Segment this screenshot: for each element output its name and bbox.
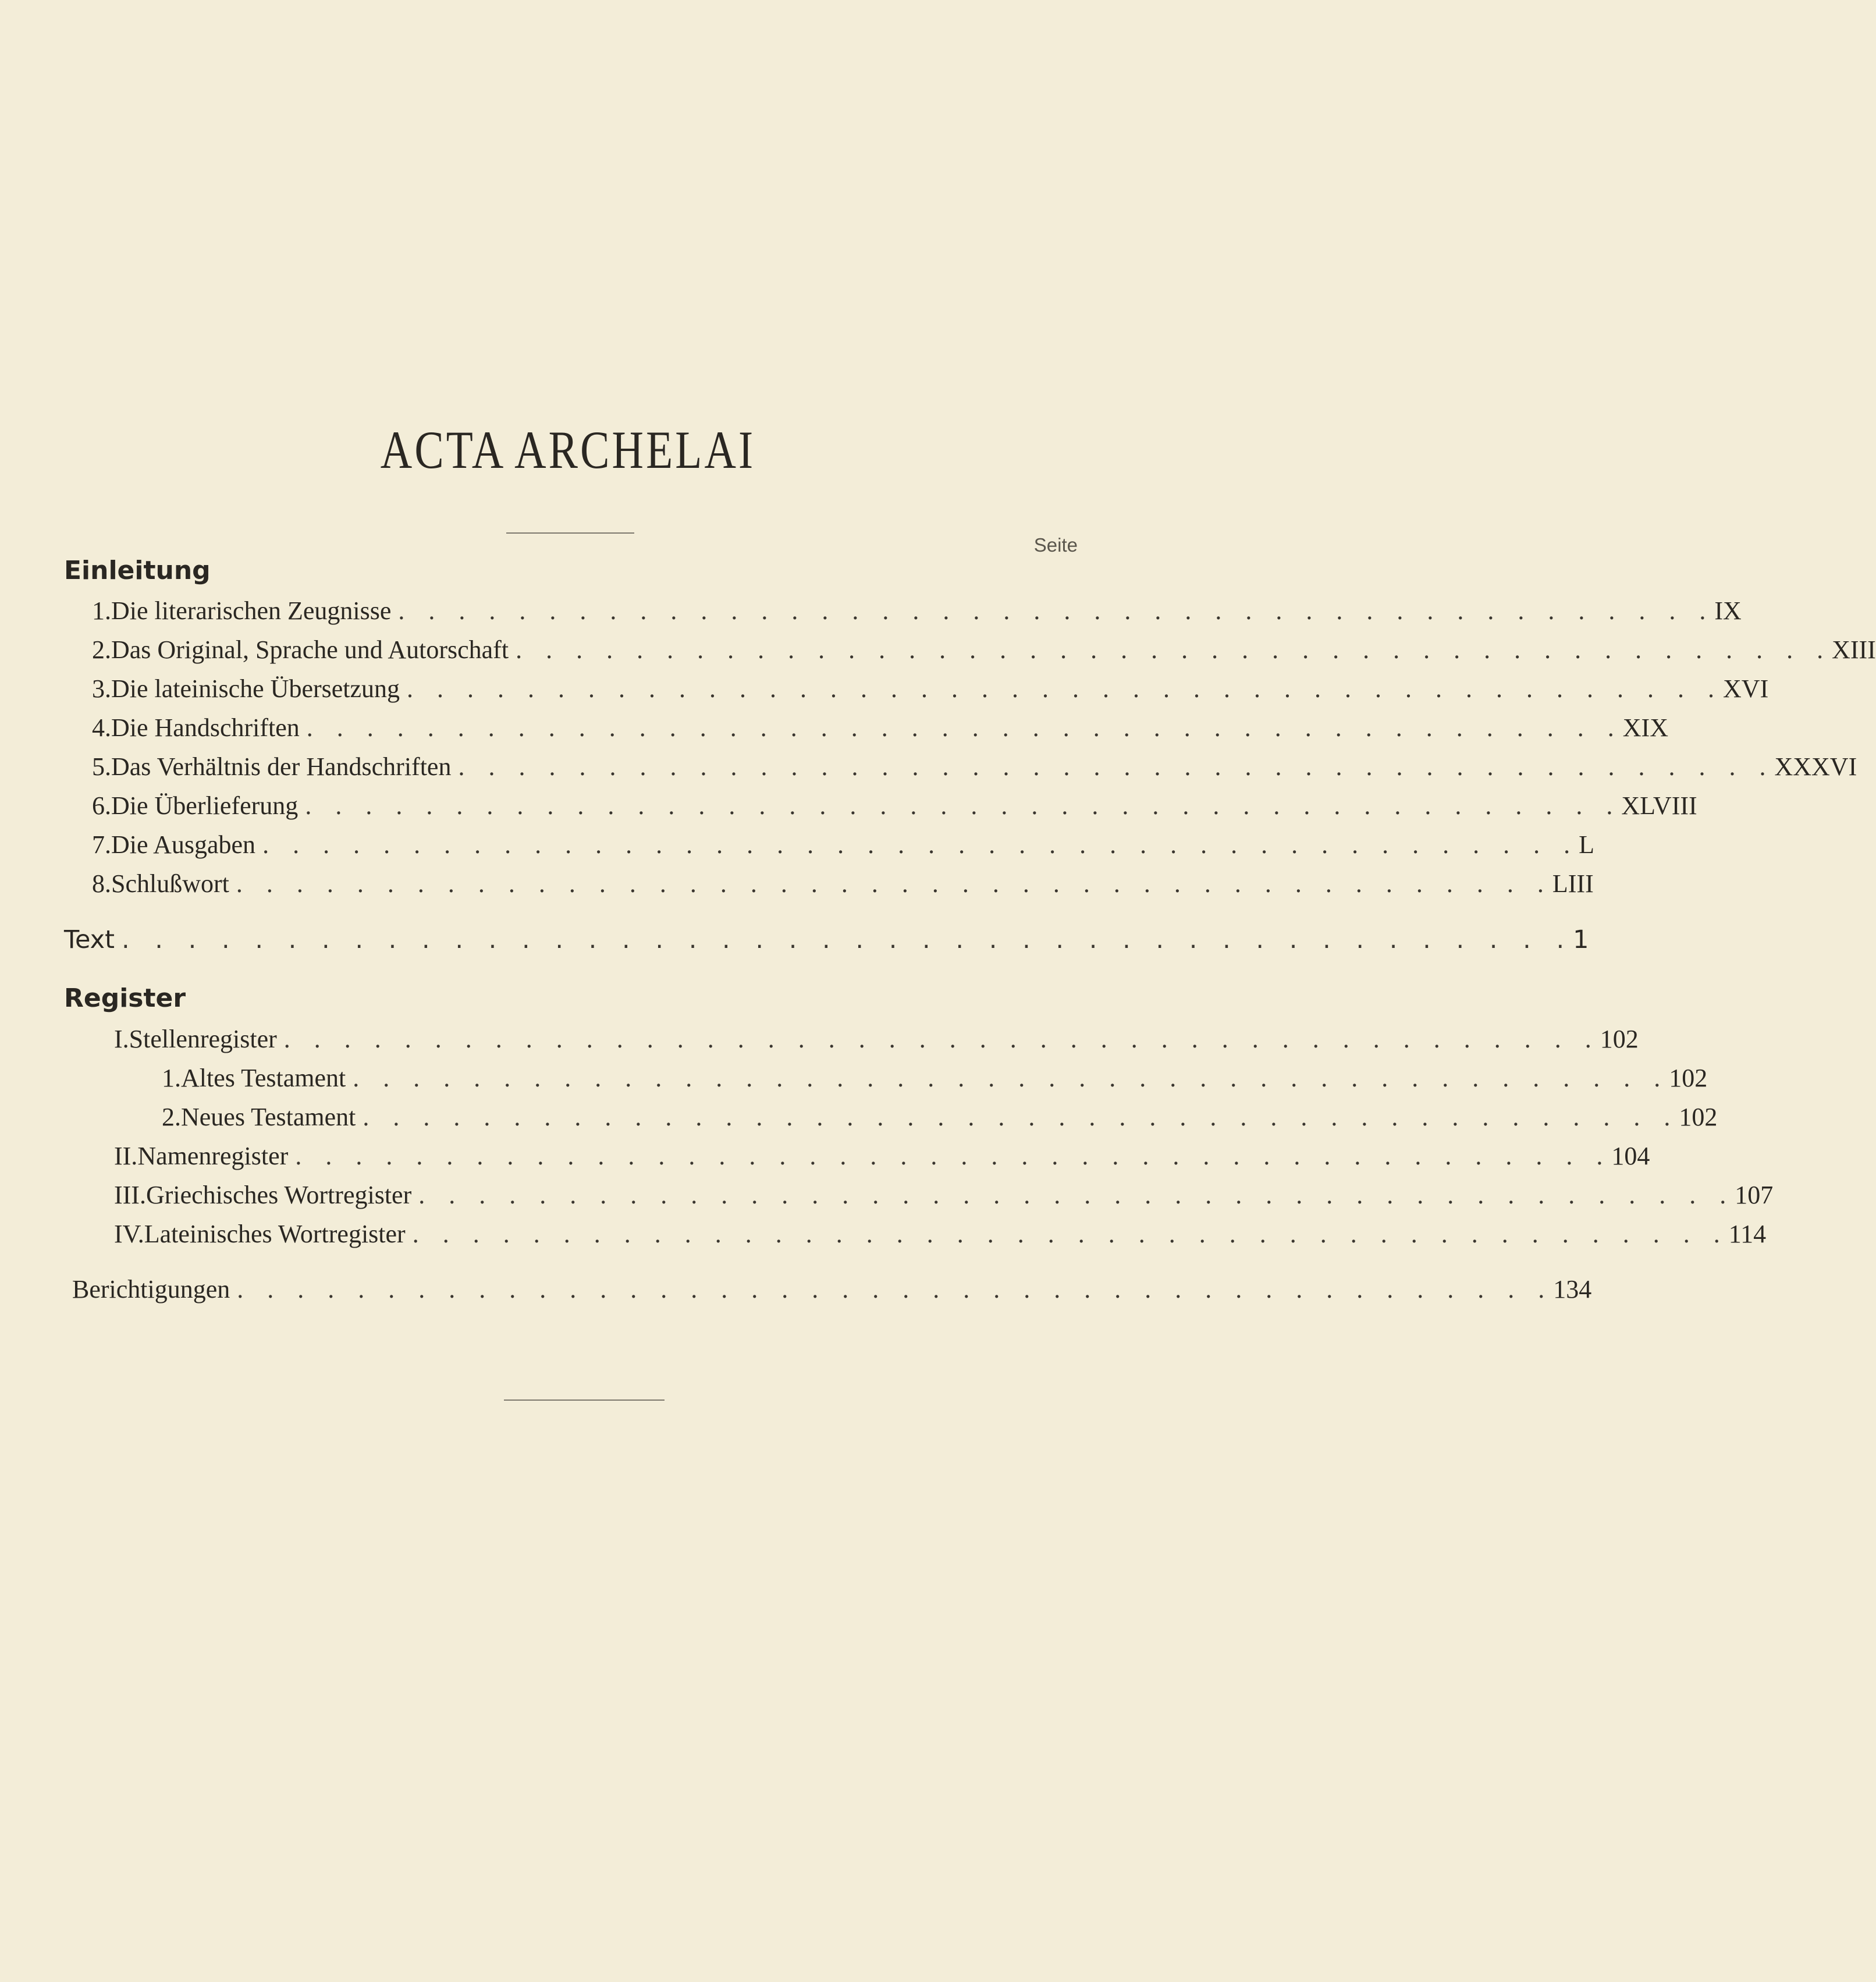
toc-entry xyxy=(92,869,1594,907)
entry-number: II. xyxy=(114,1142,138,1170)
entry-number: 8. xyxy=(92,869,111,898)
entry-page: XIII xyxy=(1832,635,1876,664)
leader-dots: . . . . . . . . . . . . . . . . . . . . . . . . . . . . . . . . . . . . . . . . . . . . xyxy=(516,635,1832,664)
entry-label: Die Ausgaben xyxy=(111,830,256,859)
leader-dots: . . . . . . . . . . . . . . . . . . . . . . . . . . . . . . . . . . . . . . . . . . . . xyxy=(283,1025,1600,1053)
entry-label: Die Handschriften xyxy=(111,713,300,742)
leader-dots: . . . . . . . . . . . . . . . . . . . . . . . . . . . . . . . . . . . . . . . . . . . . xyxy=(237,1275,1554,1303)
toc-entry-text xyxy=(64,925,1589,964)
leader-dots: . . . . . . . . . . . . . . . . . . . . . . . . . . . . . . . . . . . . . . . . . . . . xyxy=(363,1103,1679,1131)
entry-label: Griechisches Wortregister xyxy=(145,1181,412,1209)
entry-label: Stellenregister xyxy=(129,1025,277,1053)
entry-page: 102 xyxy=(1669,1064,1708,1092)
toc-entry xyxy=(114,1024,1639,1063)
entry-page: 102 xyxy=(1679,1103,1718,1131)
entry-page: 134 xyxy=(1553,1275,1592,1303)
entry-page: 102 xyxy=(1600,1025,1639,1053)
toc-entry xyxy=(92,752,1857,790)
entry-label: Neues Testament xyxy=(181,1103,356,1131)
leader-dots: . . . . . . . . . . . . . . . . . . . . . . . . . . . . . . . . . . . . . . . . . . . . xyxy=(353,1064,1669,1092)
toc-entry xyxy=(114,1180,1774,1219)
leader-dots: . . . . . . . . . . . . . . . . . . . . . . . . . . . . . . . . . . . . . . . . . . . . xyxy=(398,596,1715,625)
entry-number: 6. xyxy=(92,791,111,820)
toc-entry xyxy=(92,635,1876,673)
entry-label: Namenregister xyxy=(137,1142,289,1170)
leader-dots: . . . . . . . . . . . . . . . . . . . . . . . . . . . . . . . . . . . . . . . . . . . . xyxy=(418,1181,1735,1209)
entry-page: 1 xyxy=(1573,925,1589,954)
entry-number: IV. xyxy=(114,1220,144,1248)
entry-number: 3. xyxy=(92,674,111,703)
leader-dots: . . . . . . . . . . . . . . . . . . . . . . . . . . . . . . . . . . . . . . . . . . . . xyxy=(306,713,1623,742)
entry-number: 1. xyxy=(92,596,111,625)
toc-entry xyxy=(92,674,1769,712)
leader-dots: . . . . . . . . . . . . . . . . . . . . . . . . . . . . . . . . . . . . . . . . . . . . xyxy=(412,1220,1729,1248)
toc-entry-berichtigungen xyxy=(72,1274,1592,1313)
leader-dots: . . . . . . . . . . . . . . . . . . . . . . . . . . . . . . . . . . . . . . . . . . . . xyxy=(458,752,1775,781)
toc-entry xyxy=(92,713,1668,751)
entry-number: I. xyxy=(114,1025,129,1053)
toc-entry xyxy=(92,830,1594,868)
page-title: ACTA ARCHELAI xyxy=(380,420,756,479)
leader-dots: . . . . . . . . . . . . . . . . . . . . . . . . . . . . . . . . . . . . . . . . . . . . xyxy=(121,925,1573,954)
entry-label: Schlußwort xyxy=(111,869,229,898)
toc-entry xyxy=(162,1102,1718,1141)
entry-label: Die Überlieferung xyxy=(111,791,299,820)
entry-page: L xyxy=(1579,830,1594,859)
einleitung-heading: Einleitung xyxy=(64,556,211,585)
top-divider xyxy=(506,532,634,534)
entry-page: 107 xyxy=(1735,1181,1774,1209)
entry-number: 5. xyxy=(92,752,111,781)
entry-number: III. xyxy=(114,1181,146,1209)
entry-number: 2. xyxy=(162,1103,181,1131)
entry-page: XIX xyxy=(1622,713,1668,742)
toc-entry xyxy=(92,791,1697,829)
entry-label: Berichtigungen xyxy=(72,1275,230,1303)
entry-number: 2. xyxy=(92,635,111,664)
entry-page: XVI xyxy=(1723,674,1769,703)
entry-page: 114 xyxy=(1728,1220,1767,1248)
entry-page: XXXVI xyxy=(1774,752,1857,781)
entry-label: Das Verhältnis der Handschriften xyxy=(111,752,452,781)
entry-page: XLVIII xyxy=(1621,791,1697,820)
entry-label: Lateinisches Wortregister xyxy=(144,1220,406,1248)
entry-label: Das Original, Sprache und Autorschaft xyxy=(111,635,509,664)
entry-number: 7. xyxy=(92,830,111,859)
seite-label: Seite xyxy=(1033,534,1078,556)
leader-dots: . . . . . . . . . . . . . . . . . . . . . . . . . . . . . . . . . . . . . . . . . . . . xyxy=(407,674,1724,703)
leader-dots: . . . . . . . . . . . . . . . . . . . . . . . . . . . . . . . . . . . . . . . . . . . . xyxy=(305,791,1622,820)
entry-number: 1. xyxy=(162,1064,181,1092)
leader-dots: . . . . . . . . . . . . . . . . . . . . . . . . . . . . . . . . . . . . . . . . . . . . xyxy=(262,830,1579,859)
entry-label: Die literarischen Zeugnisse xyxy=(111,596,392,625)
toc-entry xyxy=(114,1141,1650,1180)
toc-entry xyxy=(162,1063,1708,1102)
entry-page: 104 xyxy=(1611,1142,1650,1170)
entry-label: Text xyxy=(64,925,115,954)
entry-label: Altes Testament xyxy=(181,1064,346,1092)
entry-label: Die lateinische Übersetzung xyxy=(111,674,400,703)
toc-entry xyxy=(114,1219,1767,1258)
entry-page: IX xyxy=(1714,596,1742,625)
toc-entry xyxy=(92,596,1742,634)
leader-dots: . . . . . . . . . . . . . . . . . . . . . . . . . . . . . . . . . . . . . . . . . . . . xyxy=(236,869,1552,898)
entry-number: 4. xyxy=(92,713,111,742)
register-heading: Register xyxy=(64,983,186,1013)
bottom-divider xyxy=(504,1400,665,1401)
leader-dots: . . . . . . . . . . . . . . . . . . . . . . . . . . . . . . . . . . . . . . . . . . . . xyxy=(295,1142,1612,1170)
entry-page: LIII xyxy=(1552,869,1594,898)
